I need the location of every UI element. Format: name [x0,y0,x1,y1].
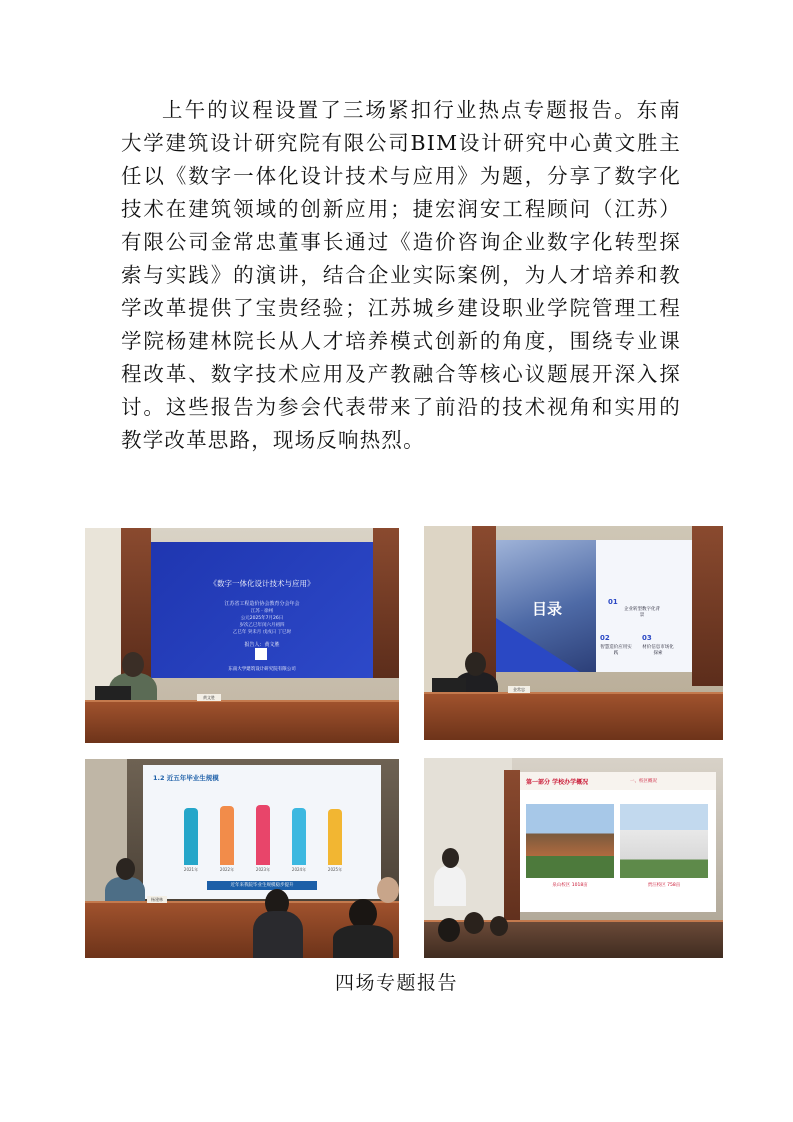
slide-heading: 第一部分 学校办学概况 [526,779,589,786]
photo-report-3 [85,759,399,958]
nameplate: 金常忠 [508,686,530,693]
audience-head [377,877,399,903]
campus-label-left: 泉山校区 1018亩 [552,883,588,888]
slide-line: 岁次乙巳年闰六月初四 [239,623,285,628]
desk [85,700,399,743]
year-labels [173,867,353,875]
year-label: 2024年 [291,867,307,872]
desk [424,692,723,740]
speaker-head [442,848,459,868]
slide-decoration [496,618,580,672]
toc-number: 03 [642,634,652,642]
speaker-head [122,652,144,677]
toc-number: 01 [608,598,618,606]
slide-title: 《数字一体化设计技术与应用》 [209,579,315,588]
wood-panel [373,528,399,678]
chart-bar [292,808,306,865]
year-label: 2025年 [327,867,343,872]
toc-number: 02 [600,634,610,642]
slide-subheading: 一、校区概况 [630,779,657,784]
campus-photo-left [526,804,614,878]
projector-screen [151,542,373,678]
slide-line: 江苏 · 徐州 [250,609,274,614]
audience-figure [253,911,303,958]
audience-head [464,912,484,934]
speaker-figure [434,866,466,906]
speaker-head [465,652,486,676]
photo-report-4 [424,758,723,958]
audience-head [490,916,508,936]
toc-text: 材价信息市场化探索 [642,645,674,656]
year-label: 2023年 [255,867,271,872]
speaker-head [116,858,135,880]
wood-panel [504,770,520,940]
nameplate: 杨建林 [147,896,167,903]
slide-org: 东南大学建筑设计研究院有限公司 [228,667,296,672]
chart-bar [184,808,198,865]
audience-head [438,918,460,942]
toc-text: 智慧造价应用实践 [600,645,632,656]
campus-photo-right [620,804,708,878]
slide-heading: 1.2 近五年毕业生规模 [153,774,219,782]
slide-heading: 目录 [532,600,563,618]
chart-bar [328,809,342,865]
campus-label-right: 贾汪校区 758亩 [647,883,681,888]
photo-report-2 [424,526,723,740]
slide-footer: 近年来我院毕业生规模稳步提升 [207,881,317,890]
year-label: 2021年 [183,867,199,872]
toc-text: 企业转型数字化背景 [624,607,660,618]
projector-screen [520,772,716,912]
audience-figure [333,925,393,958]
slide-line: 江苏省工程造价协会教育分会年会 [224,601,300,607]
figure-caption: 四场专题报告 [334,972,458,994]
photo-report-1 [85,528,399,743]
slide-speaker: 报告人：黄文胜 [244,642,280,648]
projector-screen [143,765,381,899]
bar-chart [173,795,353,865]
qr-code-icon [255,648,267,660]
wood-panel [692,526,723,686]
nameplate: 黄文胜 [197,694,221,701]
slide-line: 公元2025年7月26日 [240,616,284,621]
year-label: 2022年 [219,867,235,872]
chart-bar [220,806,234,865]
projector-screen [496,540,692,672]
slide-line: 乙巳年 癸未月 戊戌日 丁巳时 [232,630,292,635]
body-paragraph: 上午的议程设置了三场紧扣行业热点专题报告。东南大学建筑设计研究院有限公司BIM设计研究中心黄文胜主任以《数字一体化设计技术与应用》为题，分享了数字化技术在建筑领域的创新应用；捷宏润安工程顾问（江苏）有限公司金常忠董事长通过《造价咨询企业数字化转型探索与实践》的演讲，结合企业实际案例，为人才培养和教学改革提供了宝贵经验；江苏城乡建设职业学院管理工程学院杨建林院长从人才培养模式创新的角度，围绕专业课程改革、数字技术应用及产教融合等核心议题展开深入探讨。这些报告为参会代表带来了前沿的技术视角和实用的教学改革思路，现场反响热烈。 [121,98,681,452]
chart-bar [256,805,270,865]
